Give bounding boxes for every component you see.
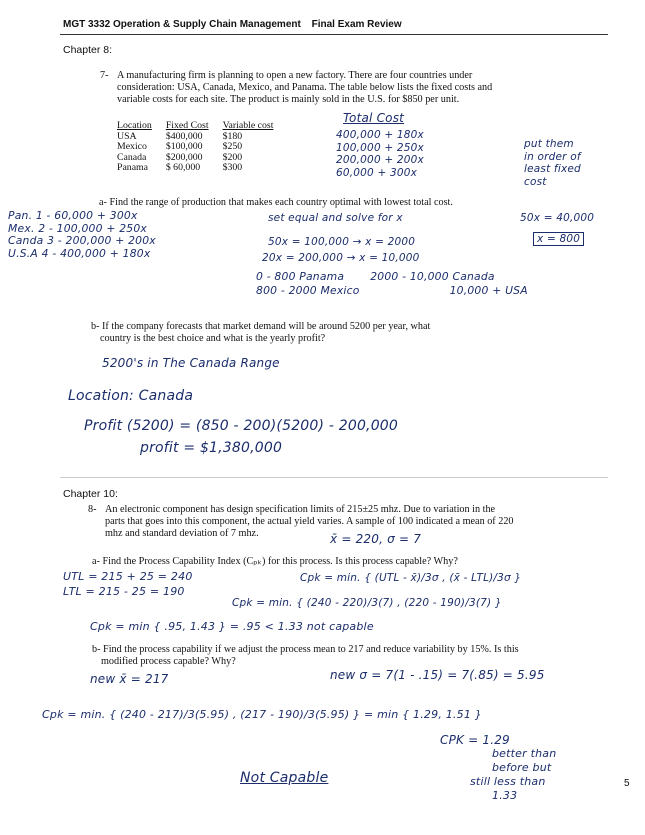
handwritten-cpk-result: Cpk = min { .95, 1.43 } = .95 < 1.33 not capable [90,620,374,633]
question-7 [100,70,540,107]
question-line: country is the best choice and what is the yearly profit? [100,333,326,345]
handwritten-total-cost-header: Total Cost [343,111,405,125]
part-b-question [92,644,519,668]
handwritten-profit-result: profit = $1,380,000 [140,440,283,456]
handwritten-comparison-note [470,747,557,803]
handwritten-solve-1: 50x = 40,000 [520,212,595,224]
table-cell: $180 [222,130,243,142]
handwritten-cpk-formula: Cpk = min. { (UTL - x̄)/3σ , (x̄ - LTL)/3σ } [300,572,522,584]
cost-table [117,121,287,174]
handwritten-profit-formula: Profit (5200) = (850 - 200)(5200) - 200,000 [84,418,399,434]
handwritten-line: still less than [470,775,546,788]
table-cell: $300 [222,162,243,174]
table-cell: $200 [222,151,243,163]
question-8 [88,504,514,541]
page-number: 5 [624,778,630,789]
table-cell: $200,000 [165,151,203,163]
handwritten-demand-range: 5200's in The Canada Range [102,356,280,370]
handwritten-new-sigma: new σ = 7(1 - .15) = 7(.85) = 5.95 [330,668,545,682]
part-a-question: a- Find the range of production that makes each country optimal with lowest total cost. [99,197,453,208]
table-header-row [117,121,287,132]
table-row [117,163,287,174]
handwritten-line: U.S.A 4 - 400,000 + 180x [8,246,151,260]
handwritten-cpk-b-result: CPK = 1.29 [440,733,510,747]
header-rule [60,34,608,35]
table-cell: $400,000 [165,130,203,142]
handwritten-order-note [524,138,581,188]
handwritten-location: Location: Canada [68,388,194,404]
range-usa: 10,000 + USA [449,283,528,297]
handwritten-line: Pan. 1 - 60,000 + 300x [8,209,138,222]
handwritten-line: least fixed [524,163,581,175]
handwritten-ltl: LTL = 215 - 25 = 190 [63,585,185,598]
handwritten-line: Mex. 2 - 100,000 + 250x [8,221,147,235]
chapter-10-label: Chapter 10: [63,488,118,500]
handwritten-given: x̄ = 220, σ = 7 [330,532,422,546]
handwritten-utl: UTL = 215 + 25 = 240 [63,570,193,583]
handwritten-line: 100,000 + 250x [336,141,424,154]
question-line: A manufacturing firm is planning to open a new factory. There are four countries under [117,70,473,81]
handwritten-line [256,270,528,284]
handwritten-boxed-answer: x = 800 [533,232,584,246]
table-cell: Canada [117,151,147,163]
handwritten-cpk-substitution: Cpk = min. { (240 - 220)/3(7) , (220 - 190)/3(7) } [232,597,502,609]
range-mexico: 800 - 2000 Mexico [256,283,360,297]
question-line: modified process capable? Why? [101,656,236,668]
handwritten-line: 60,000 + 300x [336,166,418,179]
table-cell: Mexico [117,141,147,153]
part-a-question: a- Find the Process Capability Index (Cₚₖ) for this process. Is this process capable? Why? [92,556,458,567]
question-number: 7- [100,70,109,81]
table-cell: $ 60,000 [165,162,201,174]
column-header: Location [117,120,152,131]
handwritten-line: better than [492,747,557,760]
question-line: parts that goes into this component, the actual yield varies. A sample of 100 indicated a mean of 220 [105,516,514,528]
section-divider [60,477,608,478]
part-b-question [91,321,430,345]
handwritten-line [256,284,528,298]
handwritten-set-equal: set equal and solve for x [268,212,403,224]
question-line: consideration: USA, Canada, Mexico, and Panama. The table below lists the fixed costs and [117,82,493,94]
handwritten-line: Canda 3 - 200,000 + 200x [8,234,156,248]
table-cell: USA [117,130,137,142]
handwritten-total-costs [336,129,424,179]
question-line: b- Find the process capability if we adjust the process mean to 217 and reduce variability by 15%. Is this [92,644,519,655]
chapter-8-label: Chapter 8: [63,44,113,56]
header [63,19,402,30]
question-line: An electronic component has design specification limits of 215±25 mhz. Due to variation in the [105,504,496,515]
question-line: variable costs for each site. The product is mainly sold in the U.S. for $850 per unit. [117,94,460,106]
handwritten-line: cost [524,175,547,188]
handwritten-line: 200,000 + 200x [336,154,424,167]
course-title: MGT 3332 Operation & Supply Chain Management [63,19,301,30]
handwritten-solve-3: 20x = 200,000 → x = 10,000 [262,252,420,264]
handwritten-cpk-b: Cpk = min. { (240 - 217)/3(5.95) , (217 - 190)/3(5.95) } = min { 1.29, 1.51 } [42,708,482,721]
table-cell: $250 [222,141,243,153]
question-line: b- If the company forecasts that market demand will be around 5200 per year, what [91,321,431,332]
range-canada: 2000 - 10,000 Canada [370,270,495,283]
handwritten-line: put them [524,138,574,150]
question-line: mhz and standard deviation of 7 mhz. [105,528,259,540]
handwritten-ranges [256,270,528,297]
table-cell: Panama [117,162,149,174]
column-header: Fixed Cost [165,120,209,131]
range-panama: 0 - 800 Panama [256,270,345,283]
handwritten-line: before but [492,761,552,774]
handwritten-equations [8,210,156,260]
question-number: 8- [88,504,97,515]
handwritten-not-capable: Not Capable [240,770,329,786]
handwritten-line: in order of [524,150,581,163]
handwritten-solve-2: 50x = 100,000 → x = 2000 [268,236,416,248]
column-header: Variable cost [222,120,274,131]
table-cell: $100,000 [165,141,203,153]
handwritten-new-mean: new x̄ = 217 [90,672,169,686]
handwritten-line: 1.33 [492,789,518,802]
document-title: Final Exam Review [311,19,402,30]
handwritten-line: 400,000 + 180x [336,129,424,141]
